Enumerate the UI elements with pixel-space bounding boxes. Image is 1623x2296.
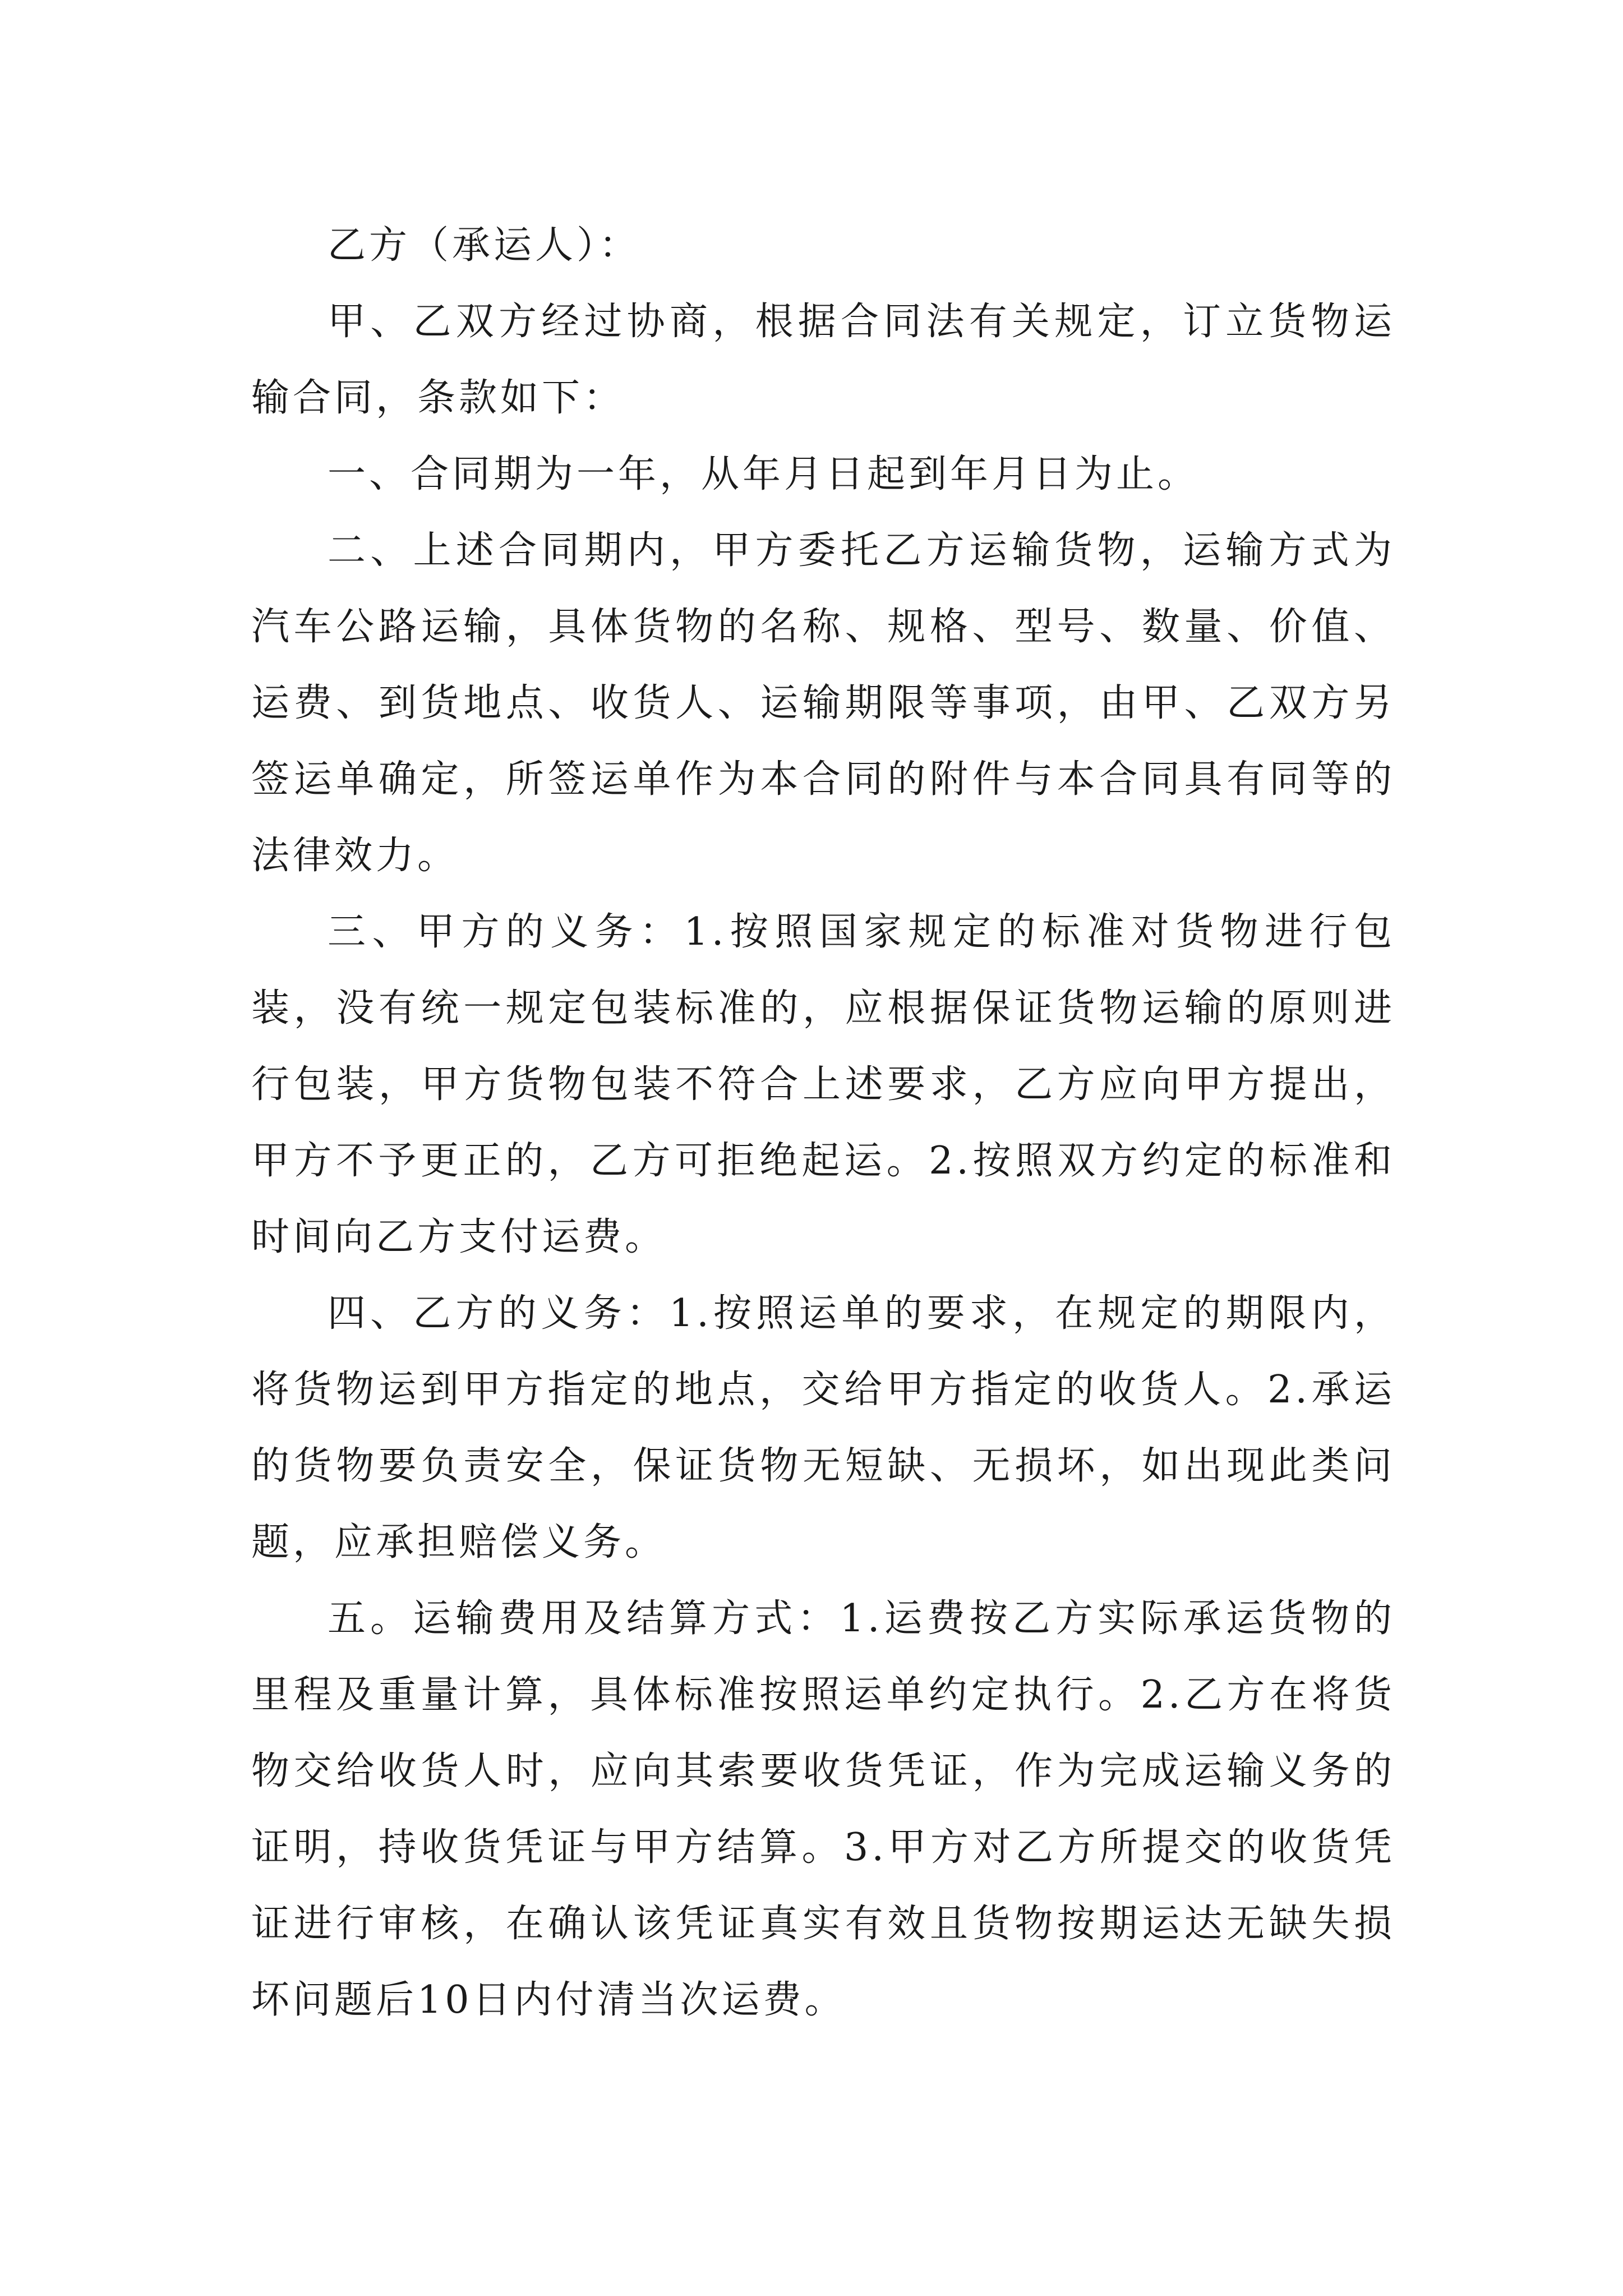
- paragraph-carrier-party: 乙方（承运人）：: [328, 223, 641, 268]
- paragraph-clause-5-fees-settlement: 五。运输费用及结算方式：1.运费按乙方实际承运货物的里程及重量计算，具体标准按照运单约定执行。2.乙方在将货物交给收货人时，应向其索要收货凭证，作为完成运输义务的证明，持收货凭证与甲方结算。3.甲方对乙方所提交的收货凭证进行审核，在确认该凭证真实有效且货物按期运达无缺失损坏问题后10日内付清当次运费。: [251, 1596, 1395, 2022]
- paragraph-clause-1-term: 一、合同期为一年，从年月日起到年月日为止。: [328, 452, 1200, 496]
- paragraph-clause-3-party-a-duties: 三、甲方的义务：1.按照国家规定的标准对货物进行包装，没有统一规定包装标准的，应根据保证货物运输的原则进行包装，甲方货物包装不符合上述要求，乙方应向甲方提出，甲方不予更正的，乙方可拒绝起运。2.按照双方约定的标准和时间向乙方支付运费。: [251, 910, 1395, 1259]
- contract-body: [251, 208, 1395, 2039]
- paragraph-clause-4-party-b-duties: 四、乙方的义务：1.按照运单的要求，在规定的期限内，将货物运到甲方指定的地点，交给甲方指定的收货人。2.承运的货物要负责安全，保证货物无短缺、无损坏，如出现此类问题，应承担赔偿义务。: [251, 1291, 1395, 1565]
- paragraph-preamble: 甲、乙双方经过协商，根据合同法有关规定，订立货物运输合同，条款如下：: [251, 300, 1395, 420]
- paragraph-clause-2-scope: 二、上述合同期内，甲方委托乙方运输货物，运输方式为汽车公路运输，具体货物的名称、规格、型号、数量、价值、运费、到货地点、收货人、运输期限等事项，由甲、乙双方另签运单确定，所签运单作为本合同的附件与本合同具有同等的法律效力。: [251, 528, 1395, 878]
